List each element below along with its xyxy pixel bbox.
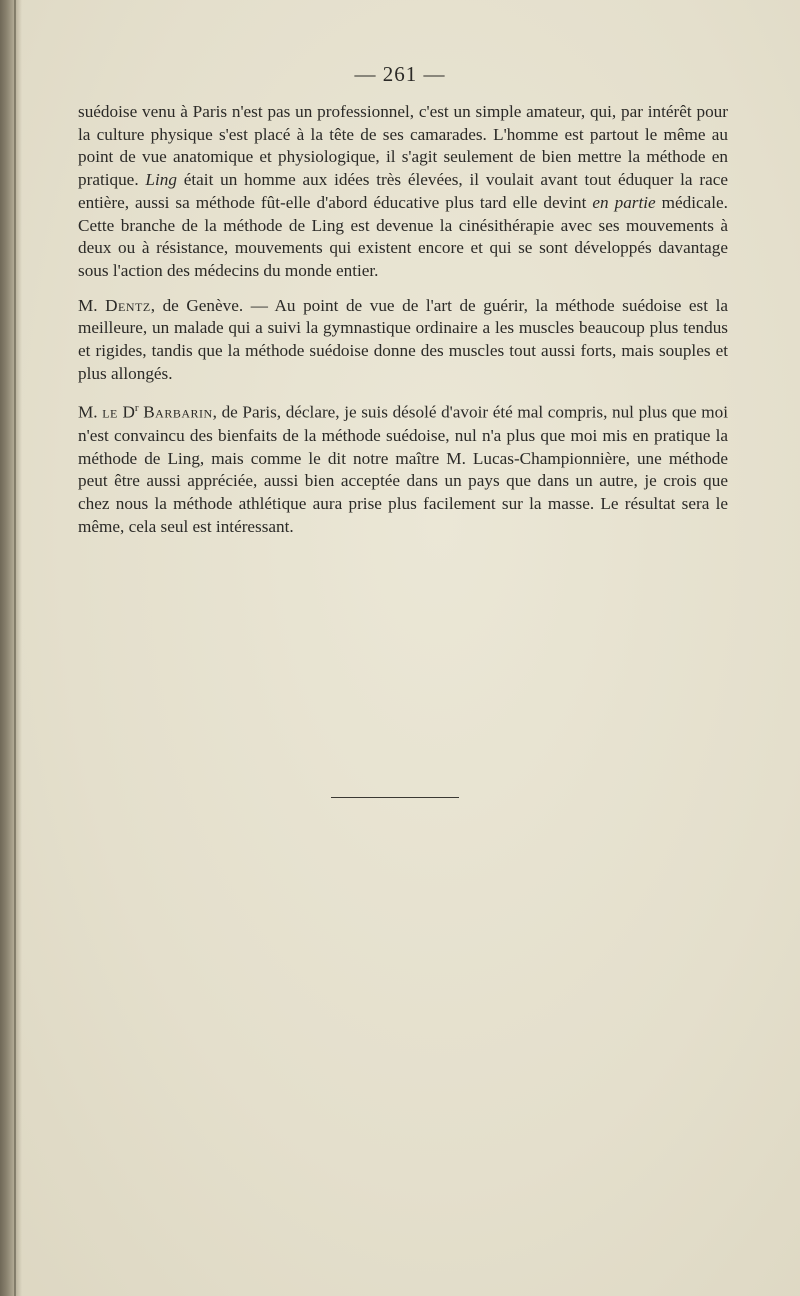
- text-segment: , de Genève. — Au point de vue de l'art de guérir, la méthode suédoise est la meilleure, un malade qui a suivi la gymnastique ordinaire a les muscles beaucoup plus tendus et rigides, tandis que la méthode suédoise donne des muscles tout aussi forts, mais souples et plus allongés.: [78, 295, 728, 383]
- text-segment: , de Paris, déclare, je suis désolé d'avoir été mal compris, nul plus que moi n'est convaincu des bienfaits de la méthode suédoise, nul n'a plus que moi mis en pratique la méthode de Ling, mais comme le dit notre maître M. Lucas-Championnière, une méthode peut être aussi appréciée, aussi bien acceptée dans un pays que dans un autre, je crois que chez nous la méthode athlétique aura prise plus facilement sur la masse. Le résultat sera le même, cela seul est intéressant.: [78, 403, 728, 536]
- text-segment: r: [134, 402, 139, 415]
- binding-edge: [14, 0, 16, 1296]
- text-segment: Barbarin: [143, 403, 213, 423]
- text-segment: M.: [78, 403, 103, 423]
- paragraph-dentz: [78, 295, 728, 386]
- text-segment: médicale. Cette branche de la méthode de Ling est devenue la cinésithérapie avec ses mouvements à deux ou à résistance, mouvements qui existent encore et qui se sont développés davantage sous l'action des médecins du monde entier.: [78, 192, 728, 280]
- text-segment: le: [102, 403, 118, 423]
- text-segment: en partie: [592, 192, 656, 212]
- text-segment: suédoise venu à Paris n'est pas un professionnel, c'est un simple amateur, qui, par intérêt pour la culture physique s'est placé à la tête de ses camarades. L'homme est partout le même au point de vue anatomique et physiologique, il s'agit seulement de bien mettre la méthode en pratique.: [78, 102, 728, 190]
- text-segment: M.: [78, 295, 106, 315]
- page-body: [78, 101, 728, 538]
- page-number: — 261 —: [354, 62, 446, 86]
- text-segment: D: [117, 403, 135, 423]
- section-end-rule: [331, 797, 459, 798]
- paragraph-barbarin: [78, 397, 728, 538]
- text-segment: Ling: [145, 170, 177, 190]
- text-segment: était un homme aux idées très élevées, il voulait avant tout éduquer la race entière, aussi sa méthode fût-elle d'abord éducative plus tard elle devint: [78, 170, 728, 212]
- paragraph-ling-method: [78, 101, 728, 283]
- text-segment: Dentz: [105, 295, 151, 315]
- book-spine-shadow: [0, 0, 22, 1296]
